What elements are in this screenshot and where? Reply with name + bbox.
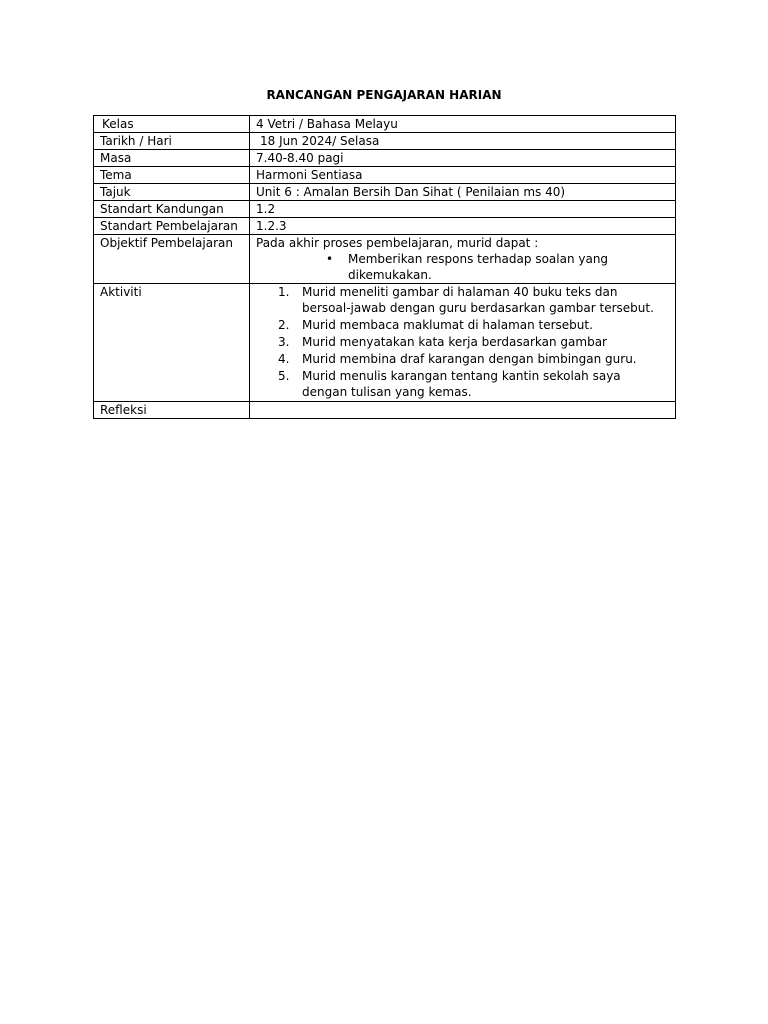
- row-label: [94, 218, 250, 235]
- table-row: [94, 402, 676, 419]
- value-masa: 7.40-8.40 pagi: [256, 151, 344, 165]
- row-value: [250, 218, 676, 235]
- row-label: [94, 116, 250, 133]
- label-objektif: Objektif Pembelajaran: [100, 236, 233, 250]
- refleksi-value: [250, 402, 676, 419]
- list-item: [256, 368, 669, 400]
- table-row: [94, 150, 676, 167]
- aktiviti-list: [256, 284, 669, 400]
- list-number: 4.: [278, 352, 290, 366]
- label-standart-kandungan: Standart Kandungan: [100, 202, 224, 216]
- row-value: [250, 184, 676, 201]
- bullet-icon: •: [326, 252, 334, 266]
- label-standart-pembelajaran: Standart Pembelajaran: [100, 219, 238, 233]
- list-item: [256, 351, 669, 367]
- value-standart-pembelajaran: 1.2.3: [256, 219, 287, 233]
- value-kelas: 4 Vetri / Bahasa Melayu: [256, 117, 398, 131]
- list-item: [256, 317, 669, 333]
- label-refleksi: Refleksi: [100, 403, 147, 417]
- table-row: [94, 167, 676, 184]
- aktiviti-text: Murid membaca maklumat di halaman tersebut.: [302, 318, 593, 332]
- label-tema: Tema: [100, 168, 132, 182]
- row-value: [250, 201, 676, 218]
- row-value: [250, 235, 676, 284]
- aktiviti-text: Murid meneliti gambar di halaman 40 buku teks dan bersoal-jawab dengan guru berdasarkan gambar tersebut.: [302, 285, 654, 315]
- row-value: [250, 167, 676, 184]
- row-label: [94, 150, 250, 167]
- label-masa: Masa: [100, 151, 132, 165]
- value-tajuk: Unit 6 : Amalan Bersih Dan Sihat ( Penilaian ms 40): [256, 185, 566, 199]
- table-row: [94, 184, 676, 201]
- table-row: [94, 235, 676, 284]
- value-tarikh: 18 Jun 2024/ Selasa: [260, 134, 380, 148]
- objektif-bullet-list: [256, 251, 669, 283]
- value-standart-kandungan: 1.2: [256, 202, 276, 216]
- list-item: [256, 284, 669, 316]
- label-aktiviti: Aktiviti: [100, 285, 142, 299]
- list-number: 2.: [278, 318, 290, 332]
- table-row: [94, 116, 676, 133]
- table-row: [94, 133, 676, 150]
- label-kelas: Kelas: [102, 117, 134, 131]
- row-value: [250, 116, 676, 133]
- row-value: [250, 150, 676, 167]
- value-tema: Harmoni Sentiasa: [256, 168, 363, 182]
- list-item: [256, 251, 669, 283]
- page-title: RANCANGAN PENGAJARAN HARIAN: [266, 88, 502, 102]
- aktiviti-text: Murid membina draf karangan dengan bimbingan guru.: [302, 352, 637, 366]
- table-row: [94, 201, 676, 218]
- row-label: [94, 402, 250, 419]
- list-number: 3.: [278, 335, 290, 349]
- list-item: [256, 334, 669, 350]
- label-tajuk: Tajuk: [100, 185, 131, 199]
- row-value: [250, 284, 676, 402]
- table-row: [94, 218, 676, 235]
- aktiviti-text: Murid menulis karangan tentang kantin sekolah saya dengan tulisan yang kemas.: [302, 369, 621, 399]
- row-value: [250, 133, 676, 150]
- objektif-bullet-text: Memberikan respons terhadap soalan yang dikemukakan.: [348, 252, 609, 282]
- row-label: [94, 133, 250, 150]
- row-label: [94, 201, 250, 218]
- table-row: [94, 284, 676, 402]
- row-label: [94, 284, 250, 402]
- aktiviti-text: Murid menyatakan kata kerja berdasarkan gambar: [302, 335, 607, 349]
- list-number: 1.: [278, 285, 290, 299]
- label-tarikh: Tarikh / Hari: [100, 134, 172, 148]
- objektif-intro: Pada akhir proses pembelajaran, murid dapat :: [256, 236, 539, 250]
- lesson-plan-table: [93, 115, 676, 419]
- row-label: [94, 184, 250, 201]
- list-number: 5.: [278, 369, 290, 383]
- row-label: [94, 167, 250, 184]
- row-label: [94, 235, 250, 284]
